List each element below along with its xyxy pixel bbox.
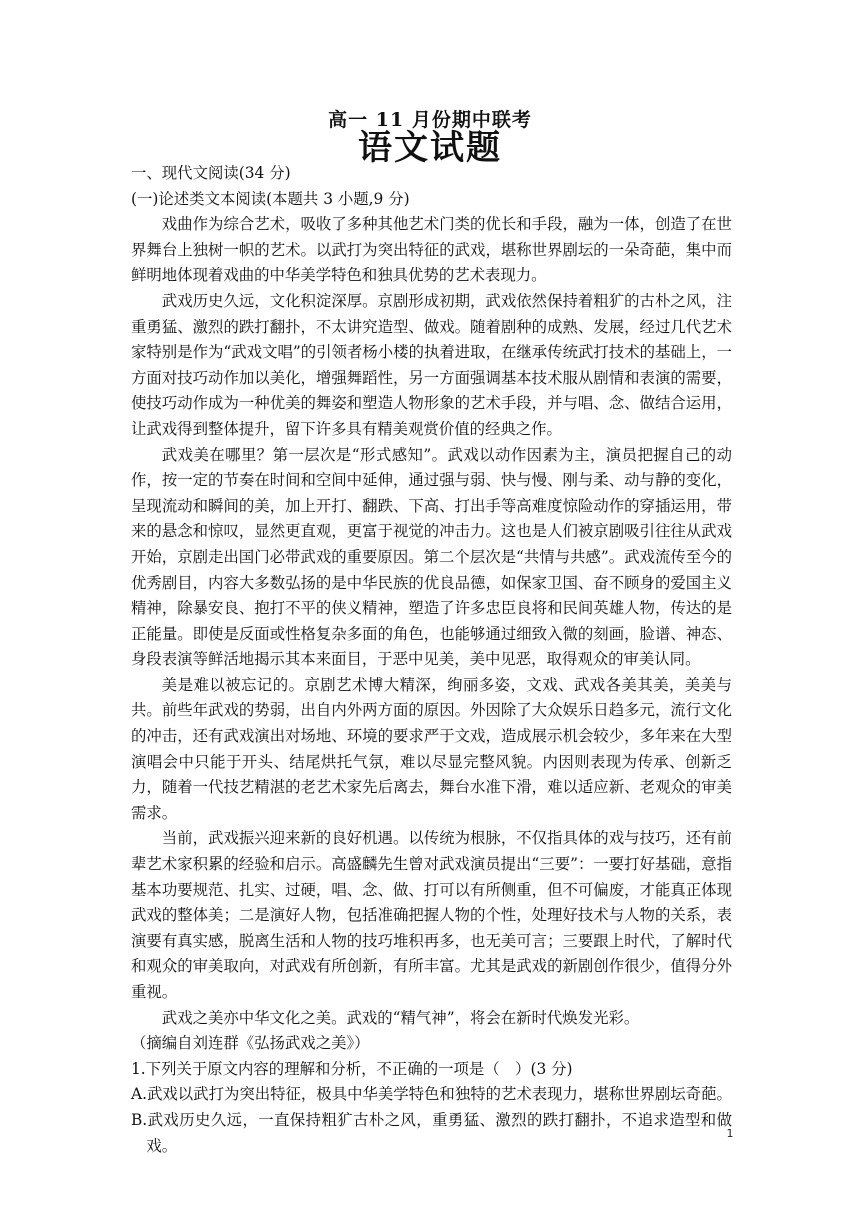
page-content: [131, 161, 732, 1159]
passage-paragraph-3: 武戏美在哪里？第一层次是“形式感知”。武戏以动作因素为主，演员把握自己的动作，按一定的节奏在时间和空间中延伸，通过强与弱、快与慢、刚与柔、动与静的变化，呈现流动和瞬间的美，加上开打、翻跌、下高、打出手等高难度惊险动作的穿插运用，带来的悬念和惊叹，显然更直观，更富于视觉的冲击力。这也是人们被京剧吸引往往从武戏开始，京剧走出国门必带武戏的重要原因。第二个层次是“共情与共感”。武戏流传至今的优秀剧目，内容大多数弘扬的是中华民族的优良品德，如保家卫国、奋不顾身的爱国主义精神，除暴安良、抱打不平的侠义精神，塑造了许多忠臣良将和民间英雄人物，传达的是正能量。即使是反面或性格复杂多面的角色，也能够通过细致入微的刻画，脸谱、神态、身段表演等鲜活地揭示其本来面目，于恶中见美，美中见恶，取得观众的审美认同。: [131, 445, 732, 669]
passage-paragraph-4: 美是难以被忘记的。京剧艺术博大精深，绚丽多姿，文戏、武戏各美其美，美美与共。前些年武戏的势弱，出自内外两方面的原因。外因除了大众娱乐日趋多元，流行文化的冲击，还有武戏演出对场地、环境的要求严于文戏，造成展示机会较少，多年来在大型演唱会中只能于开头、结尾烘托气氛，难以尽显完整风貌。内因则表现为传承、创新乏力，随着一代技艺精湛的老艺术家先后离去，舞台水准下滑，难以适应新、老观众的审美需求。: [131, 675, 732, 822]
passage-paragraph-1: 戏曲作为综合艺术，吸收了多种其他艺术门类的优长和手段，融为一体，创造了在世界舞台上独树一帜的艺术。以武打为突出特征的武戏，堪称世界剧坛的一朵奇葩，集中而鲜明地体现着戏曲的中华美学特色和独具优势的艺术表现力。: [131, 215, 732, 285]
question-stem: 1.下列关于原文内容的理解和分析，不正确的一项是（ ）(3 分): [131, 1059, 573, 1078]
section-title: 一、现代文阅读(34 分): [131, 164, 291, 182]
section-subtitle: (一)论述类文本阅读(本题共 3 小题,9 分): [131, 189, 410, 208]
subject-title: 语文试题: [358, 128, 502, 168]
passage-paragraph-5: 当前，武戏振兴迎来新的良好机遇。以传统为根脉，不仅指具体的戏与技巧，还有前辈艺术家积累的经验和启示。高盛麟先生曾对武戏演员提出“三要”：一要打好基础，意指基本功要规范、扎实、过硬，唱、念、做、打可以有所侧重，但不可偏废，才能真正体现武戏的整体美；二是演好人物，包括准确把握人物的个性，处理好技术与人物的关系，表演要有真实感，脱离生活和人物的技巧堆积再多，也无美可言；三要跟上时代，了解时代和观众的审美取向，对武戏有所创新，有所丰富。尤其是武戏的新剧创作很少，值得分外重视。: [131, 829, 732, 1001]
exam-name: 高一 11 月份期中联考: [328, 109, 532, 131]
question-option-a: A.武戏以武打为突出特征，极具中华美学特色和独特的艺术表现力，堪称世界剧坛奇葩。: [131, 1085, 732, 1104]
question-option-b: B.武戏历史久远，一直保持粗犷古朴之风，重勇猛、激烈的跌打翻扑，不追求造型和做戏。: [131, 1110, 732, 1155]
passage-source: （摘编自刘连群《弘扬武戏之美》）: [131, 1034, 370, 1053]
passage-paragraph-6: 武戏之美亦中华文化之美。武戏的“精气神”，将会在新时代焕发光彩。: [161, 1008, 640, 1027]
page-number: 1: [726, 1127, 734, 1140]
passage-paragraph-2: 武戏历史久远，文化积淀深厚。京剧形成初期，武戏依然保持着粗犷的古朴之风，注重勇猛、激烈的跌打翻扑，不太讲究造型、做戏。随着剧种的成熟、发展，经过几代艺术家特别是作为“武戏文唱”的引领者杨小楼的执着进取，在继承传统武打技术的基础上，一方面对技巧动作加以美化，增强舞蹈性，另一方面强调基本技术服从剧情和表演的需要，使技巧动作成为一种优美的舞姿和塑造人物形象的艺术手段，并与唱、念、做结合运用，让武戏得到整体提升，留下许多具有精美观赏价值的经典之作。: [131, 291, 732, 438]
